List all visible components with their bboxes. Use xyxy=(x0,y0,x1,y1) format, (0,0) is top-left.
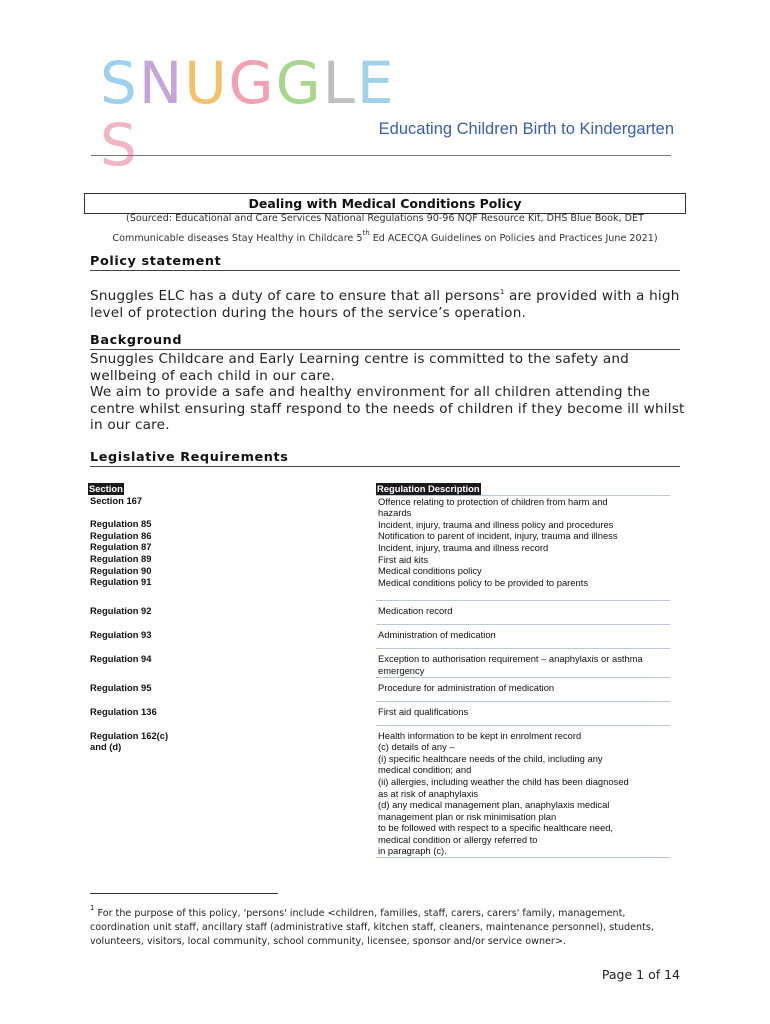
footnote-ref[interactable]: 1 xyxy=(499,288,505,296)
description-cell: in paragraph (c). xyxy=(378,845,447,857)
description-cell: (i) specific healthcare needs of the child, including any xyxy=(378,752,603,764)
description-cell: Incident, injury, trauma and illness record xyxy=(378,541,549,553)
description-cell: (c) details of any – xyxy=(378,741,455,753)
description-cell: Exception to authorisation requirement – anaphylaxis or asthma emergency xyxy=(376,649,670,677)
section-cell: Regulation 90 xyxy=(90,564,152,576)
table-row xyxy=(88,701,670,725)
footnote-marker: 1 xyxy=(90,904,95,912)
policy-statement-text xyxy=(90,284,685,321)
legislative-heading: Legislative Requirements xyxy=(90,450,680,467)
header-subtitle: Educating Children Birth to Kindergarten xyxy=(378,120,674,138)
logo-letter: S xyxy=(100,111,139,179)
section-cell xyxy=(90,507,374,519)
background-para-1: Snuggles Childcare and Early Learning centre is committed to the safety and wellbeing of each child in our care. xyxy=(90,351,630,384)
header-divider xyxy=(91,155,671,156)
description-cell: Offence relating to protection of children from harm and xyxy=(378,495,608,507)
logo-letter: L xyxy=(322,49,357,117)
table-row xyxy=(88,649,670,677)
regulations-table xyxy=(88,483,670,858)
sources-line-2 xyxy=(84,226,686,246)
statement-text: are provided with a high level of protection during the hours of the service’s operation. xyxy=(90,288,680,321)
description-cell: (ii) allergies, including weather the child has been diagnosed xyxy=(378,775,629,787)
section-cell: Regulation 85 xyxy=(90,518,152,530)
section-cell: Regulation 95 xyxy=(88,677,376,701)
logo-letter: S xyxy=(100,49,139,117)
logo-letter: U xyxy=(184,49,229,117)
logo-letter: G xyxy=(275,49,323,117)
table-row xyxy=(88,601,670,625)
column-header-description: Regulation Description xyxy=(377,483,480,494)
description-cell: Health information to be kept in enrolment record xyxy=(378,729,582,741)
description-cell: (d) any medical management plan, anaphylaxis medical xyxy=(378,799,610,811)
section-cell: Regulation 89 xyxy=(90,553,152,565)
description-cell: Medical conditions policy xyxy=(378,565,482,577)
section-cell: Regulation 87 xyxy=(90,541,152,553)
description-cell: as at risk of anaphylaxis xyxy=(378,787,479,799)
sources-line-1: (Sourced: Educational and Care Services National Regulations 90-96 NQF Resource Kit, DHS Blue Book, DET xyxy=(126,213,644,224)
description-cell: medical condition; and xyxy=(378,764,472,776)
description-cell: hazards xyxy=(378,507,412,519)
footnote-text: For the purpose of this policy, 'persons' include <children, families, staff, carers, carers' family, management, coordination unit staff, ancillary staff (administrative staff, kitchen staff, cleaners, maintenance personnel), students, volunteers, visitors, local community, school community, licensee, sponsor and/or service owner>. xyxy=(90,908,654,947)
section-cell: Regulation 86 xyxy=(90,529,152,541)
description-cell: First aid kits xyxy=(378,553,429,565)
section-cell: Regulation 93 xyxy=(88,625,376,649)
description-cell: Administration of medication xyxy=(376,625,670,649)
policy-title: Dealing with Medical Conditions Policy xyxy=(84,193,686,214)
snuggles-logo xyxy=(100,49,420,179)
section-cell: Regulation 136 xyxy=(88,701,376,725)
page-number: Page 1 of 14 xyxy=(601,967,680,982)
description-cell: Medical conditions policy to be provided to parents xyxy=(378,576,589,588)
sources-superscript: th xyxy=(362,229,370,237)
sources-text: Ed ACECQA Guidelines on Policies and Practices June 2021) xyxy=(369,233,658,244)
description-cell: medical condition or allergy referred to xyxy=(378,833,538,845)
section-cell: Regulation 92 xyxy=(88,601,376,625)
footnote xyxy=(90,901,680,949)
section-cell: and (d) xyxy=(90,741,122,753)
statement-text: Snuggles ELC has a duty of care to ensure that all persons xyxy=(90,288,500,304)
table-row xyxy=(88,495,670,601)
policy-sources xyxy=(84,212,686,246)
description-cell: Notification to parent of incident, injury, trauma and illness xyxy=(378,530,618,542)
logo-letter: N xyxy=(138,49,185,117)
table-row xyxy=(88,725,670,858)
section-cell: Regulation 94 xyxy=(88,649,376,677)
background-para-2: We aim to provide a safe and healthy environment for all children attending the centre whilst ensuring staff respond to the needs of children if they become ill whilst in our care. xyxy=(90,384,685,433)
table-row xyxy=(88,625,670,649)
section-cell: Regulation 91 xyxy=(90,576,152,588)
description-cell: Incident, injury, trauma and illness policy and procedures xyxy=(378,518,614,530)
policy-statement-heading: Policy statement xyxy=(90,254,680,271)
column-header-section: Section xyxy=(89,483,123,494)
table-row xyxy=(88,677,670,701)
section-cell: Section 167 xyxy=(90,495,143,507)
description-cell: to be followed with respect to a specific healthcare need, xyxy=(378,822,614,834)
description-cell: Medication record xyxy=(376,601,670,625)
section-cell: Regulation 162(c) xyxy=(90,729,169,741)
logo-letter: E xyxy=(356,49,396,117)
background-text xyxy=(90,351,685,434)
table-header-row xyxy=(88,483,670,495)
sources-text: Communicable diseases Stay Healthy in Childcare 5 xyxy=(112,233,363,244)
description-cell: First aid qualifications xyxy=(376,701,670,725)
description-cell: Procedure for administration of medication xyxy=(376,677,670,701)
background-heading: Background xyxy=(90,333,680,350)
description-cell: management plan or risk minimisation plan xyxy=(378,810,557,822)
logo-letter: G xyxy=(228,49,276,117)
footnote-divider xyxy=(90,893,278,894)
